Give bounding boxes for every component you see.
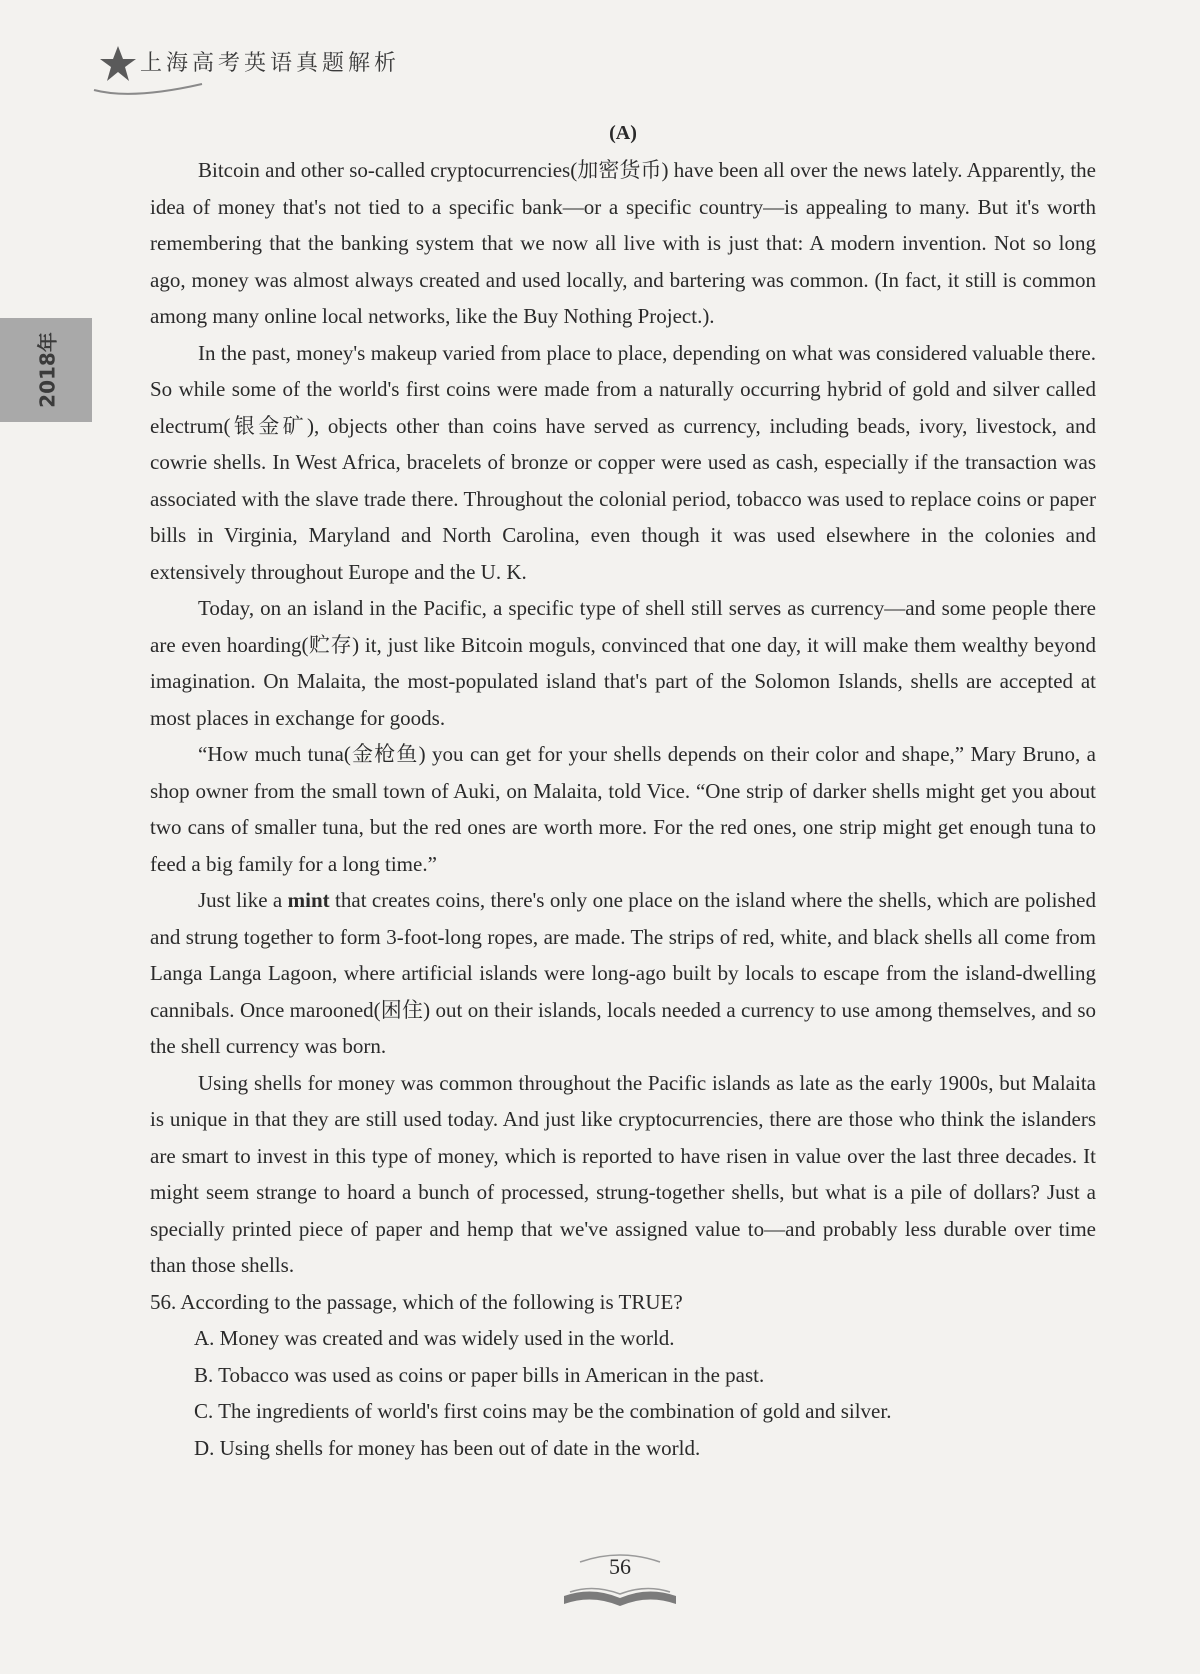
option-c: C. The ingredients of world's first coins may be the combination of gold and silver. bbox=[194, 1399, 892, 1423]
paragraph-5-start: Just like a bbox=[198, 888, 288, 912]
paragraph-2: In the past, money's makeup varied from place to place, depending on what was considered valuable there. So while some of the world's first coins were made from a naturally occurring hybrid of gold and silver called electrum(银金矿), objects other than coins have served as currency, including beads, ivory, livestock, and cowrie shells. In West Africa, bracelets of bronze or copper were used as cash, especially if the transaction was associated with the slave trade there. Throughout the colonial period, tobacco was used to replace coins or paper bills in Virginia, Maryland and North Carolina, even though it was used elsewhere in the colonies and extensively throughout Europe and the U. K. bbox=[150, 340, 1096, 584]
option-d: D. Using shells for money has been out of date in the world. bbox=[194, 1435, 701, 1460]
question-stem: 56. According to the passage, which of the following is TRUE? bbox=[150, 1289, 683, 1314]
bold-word-mint: mint bbox=[287, 888, 330, 912]
page-content bbox=[150, 118, 1096, 1466]
option-a: A. Money was created and was widely used in the world. bbox=[194, 1326, 675, 1350]
paragraph-4: “How much tuna(金枪鱼) you can get for your shells depends on their color and shape,” Mary Bruno, a shop owner from the small town of Auki, on Malaita, told Vice. “One strip of darker shells might get you about two cans of smaller tuna, but the red ones are worth more. For the red ones, one strip might get enough tuna to feed a big family for a long time.” bbox=[150, 742, 1096, 876]
answer-options bbox=[194, 1320, 1096, 1466]
paragraph-5 bbox=[150, 882, 1096, 1065]
paragraph-3: Today, on an island in the Pacific, a specific type of shell still serves as currency—and some people there are even hoarding(贮存) it, just like Bitcoin moguls, convinced that one day, it will make them wealthy beyond imagination. On Malaita, the most-populated island that's part of the Solomon Islands, shells are accepted at most places in exchange for goods. bbox=[150, 596, 1096, 730]
paragraph-1: Bitcoin and other so-called cryptocurrencies(加密货币) have been all over the news lately. Apparently, the idea of money that's not tied to a specific bank—or a specific country—is appealing to many. But it's worth remembering that the banking system that we now all live with is just that: A modern invention. Not so long ago, money was almost always created and used locally, and bartering was common. (In fact, it still is common among many online local networks, like the Buy Nothing Project.). bbox=[150, 158, 1096, 328]
swoosh-decoration bbox=[92, 70, 212, 100]
page-header bbox=[92, 40, 612, 100]
page-footer bbox=[560, 1552, 680, 1616]
section-label: (A) bbox=[609, 122, 637, 144]
paragraph-6: Using shells for money was common throughout the Pacific islands as late as the early 1900s, but Malaita is unique in that they are still used today. And just like cryptocurrencies, there are those who think the islanders are smart to invest in this type of money, which is reported to have risen in value over the last three decades. It might seem strange to hoard a bunch of processed, strung-together shells, but what is a pile of dollars? Just a specially printed piece of paper and hemp that we've assigned value to—and probably less durable over time than those shells. bbox=[150, 1070, 1096, 1277]
year-label: 2018年 bbox=[35, 332, 60, 408]
option-b: B. Tobacco was used as coins or paper bills in American in the past. bbox=[194, 1362, 765, 1387]
book-title: 上海高考英语真题解析 bbox=[140, 51, 401, 76]
year-side-tab bbox=[0, 318, 92, 422]
paragraph-5-rest: that creates coins, there's only one place on the island where the shells, which are polished and strung together to form 3-foot-long ropes, are made. The strips of red, white, and black shells all come from Langa Langa Lagoon, where artificial islands were long-ago built by locals to escape from the island-dwelling cannibals. Once marooned(困住) out on their islands, locals needed a currency to use among themselves, and so the shell currency was born. bbox=[150, 888, 1097, 1058]
page-number: 56 bbox=[609, 1554, 631, 1579]
